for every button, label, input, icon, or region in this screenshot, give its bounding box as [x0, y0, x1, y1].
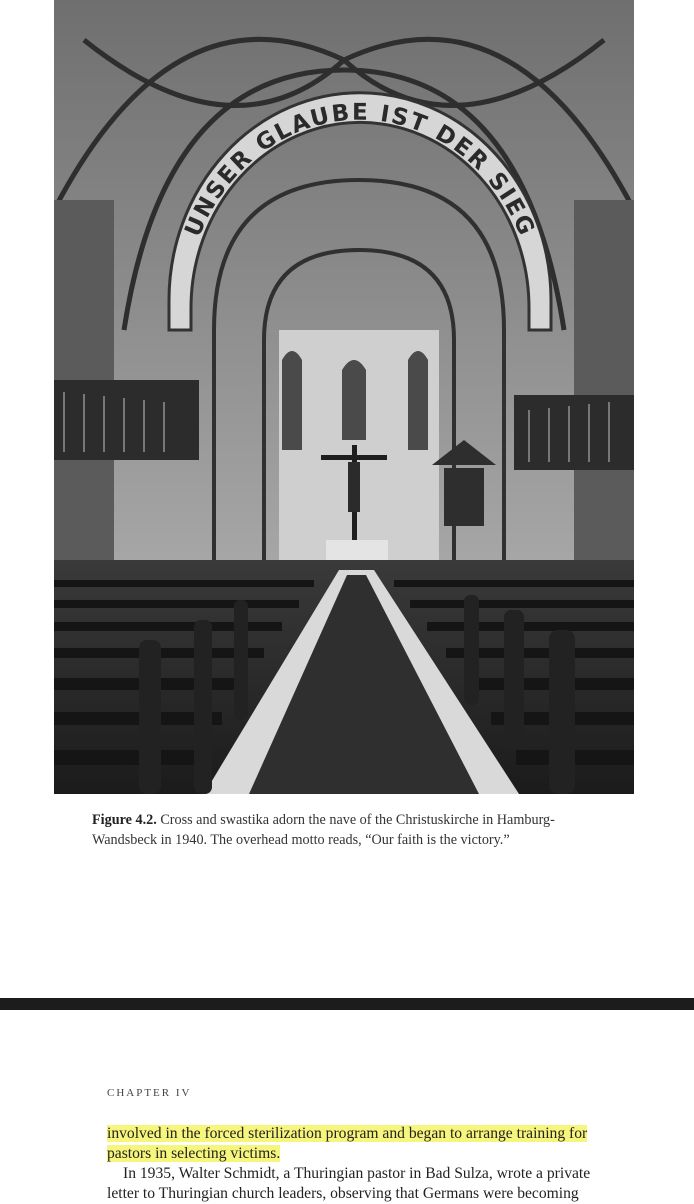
figure-caption-text: Cross and swastika adorn the nave of the Christuskirche in Hamburg-Wandsbeck in 1940. The overhead motto reads, “Our faith is the victory.” [92, 812, 555, 848]
figure-label: Figure 4.2. [92, 812, 157, 828]
figure-caption [92, 810, 592, 850]
paragraph: In 1935, Walter Schmidt, a Thuringian pastor in Bad Sulza, wrote a private letter to Thuringian church leaders, observing that Germans were becoming [107, 1165, 591, 1202]
church-interior-illustration [54, 0, 634, 794]
highlighted-passage[interactable]: involved in the forced sterilization program and began to arrange training for pastors in selecting victims. [107, 1125, 588, 1162]
chapter-header: CHAPTER IV [107, 1087, 192, 1099]
page-divider [0, 998, 694, 1010]
motto-text: UNSER GLAUBE IST DER SIEG [180, 99, 540, 241]
church-nave-photo [54, 0, 634, 794]
body-text [107, 1124, 617, 1204]
